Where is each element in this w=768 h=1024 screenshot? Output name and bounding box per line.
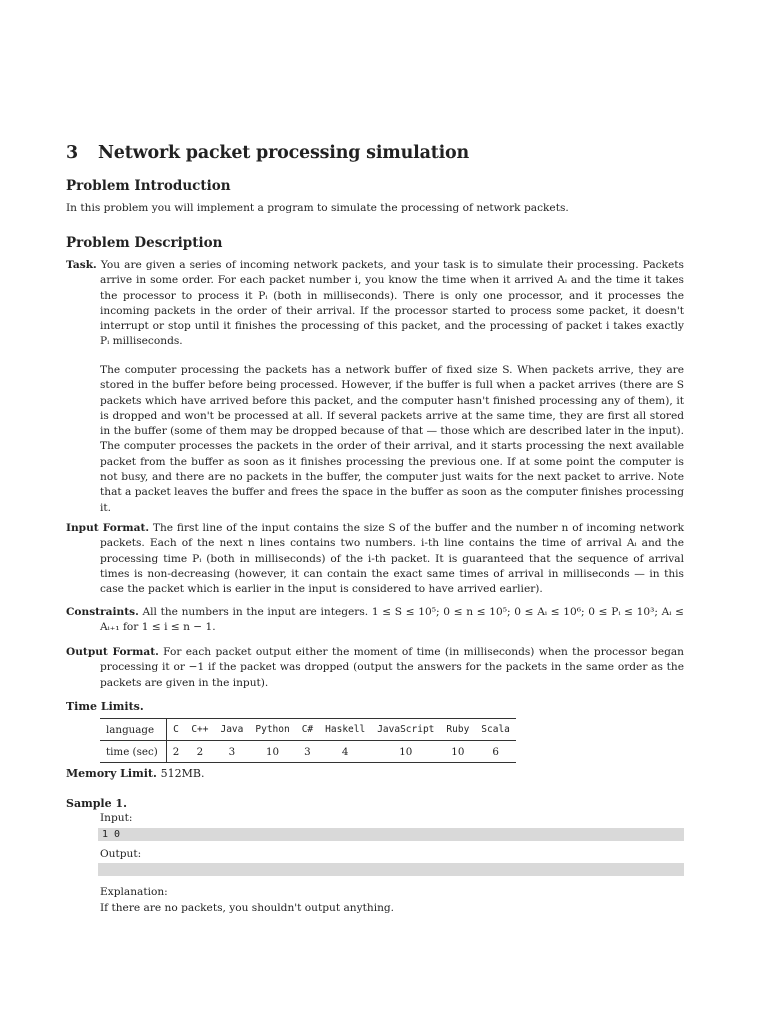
time-cell: 2: [172, 745, 180, 758]
task-label: Task.: [66, 259, 97, 271]
table-row-label: time (sec): [100, 741, 166, 763]
time-cell: 3: [228, 745, 236, 758]
constraints-label: Constraints.: [66, 606, 139, 618]
language-cell: Ruby: [440, 719, 475, 741]
sample-output-label: Output:: [100, 848, 142, 860]
language-cell: C++: [185, 719, 214, 741]
section-number: 3: [66, 143, 78, 163]
time-cell: 10: [399, 745, 413, 758]
language-cell: Haskell: [319, 719, 371, 741]
time-cell: 6: [492, 745, 499, 758]
language-cell: C#: [296, 719, 319, 741]
time-cell: 4: [341, 745, 349, 758]
buffer-paragraph: The computer processing the packets has a network buffer of fixed size S. When packets arrive, they are stored in the buffer before being processed. However, if the buffer is full when a packet arrives (there are S packets which have arrived before this packet, and the computer hasn't finished processing any of them), it is dropped and won't be processed at all. If several packets arrive at the same time, they are first all stored in the buffer (some of them may be dropped because of that — those which are described later in the input). The computer processes the packets in the order of their arrival, and it starts processing the next available packet from the buffer as soon as it finishes processing the previous one. If at some point the computer is not busy, and there are no packets in the buffer, the computer just waits for the next packet to arrive. Note that a packet leaves the buffer and frees the space in the buffer as soon as the computer finishes processing it.: [100, 364, 684, 514]
language-cell: Scala: [475, 719, 516, 741]
time-cell: 10: [451, 745, 465, 758]
section-title: [66, 143, 469, 163]
input-format-text: The first line of the input contains the size S of the buffer and the number n of incoming network packets. Each of the next n lines contains two numbers. i-th line contains the time of arrival Aᵢ and the processing time Pᵢ (both in milliseconds) of the i-th packet. It is guaranteed that the sequence of arrival times is non-decreasing (however, it can contain the exact same times of arrival in milliseconds — in this case the packet which is earlier in the input is considered to have arrived earlier).: [100, 522, 685, 596]
table-row: [100, 741, 516, 763]
explanation-text: If there are no packets, you shouldn't output anything.: [100, 902, 395, 914]
task-text: You are given a series of incoming network packets, and your task is to simulate their processing. Packets arrive in some order. For each packet number i, you know the time when it arrived Aᵢ and the time it takes the processor to process it Pᵢ (both in milliseconds). There is only one processor, and it processes the incoming packets in the order of their arrival. If the processor started to process some packet, it doesn't interrupt or stop until it finishes the processing of this packet, and the processing of packet i takes exactly Pᵢ milliseconds.: [100, 259, 684, 348]
table-row: [100, 719, 516, 741]
table-row-label: language: [100, 719, 166, 741]
constraints-paragraph: [66, 605, 684, 636]
language-cell: C: [166, 719, 185, 741]
time-limits-label: Time Limits.: [66, 700, 144, 713]
constraints-text: All the numbers in the input are integers. 1 ≤ S ≤ 10⁵; 0 ≤ n ≤ 10⁵; 0 ≤ Aᵢ ≤ 10⁶; 0 ≤ Pᵢ ≤ 10³; Aᵢ ≤ Aᵢ₊₁ for 1 ≤ i ≤ n − 1.: [100, 606, 684, 634]
time-cell: 2: [196, 745, 204, 758]
time-limits-table: [100, 718, 516, 763]
intro-heading: Problem Introduction: [66, 178, 231, 194]
explanation-label: Explanation:: [100, 886, 168, 898]
time-cell: 3: [304, 745, 311, 758]
memory-limit-line: [66, 767, 205, 780]
language-cell: Python: [249, 719, 295, 741]
intro-text: In this problem you will implement a program to simulate the processing of network packets.: [66, 202, 569, 214]
description-heading: Problem Description: [66, 235, 223, 251]
task-paragraph: [66, 258, 684, 350]
sample-input-box: 1 0: [98, 828, 684, 841]
output-format-text: For each packet output either the moment of time (in milliseconds) when the processor began processing it or −1 if the packet was dropped (output the answers for the packets in the same order as the packets are given in the input).: [100, 646, 685, 689]
sample-output-box: [98, 863, 684, 876]
input-format-label: Input Format.: [66, 522, 150, 534]
time-cell: 10: [265, 745, 280, 758]
output-format-label: Output Format.: [66, 646, 159, 658]
input-format-paragraph: [66, 521, 685, 597]
language-cell: JavaScript: [371, 719, 440, 741]
section-title-text: Network packet processing simulation: [98, 143, 470, 163]
sample-input-label: Input:: [100, 812, 133, 824]
memory-limit-value: 512MB.: [160, 767, 205, 780]
memory-limit-label: Memory Limit.: [66, 767, 157, 780]
sample-label: Sample 1.: [66, 797, 127, 810]
language-cell: Java: [214, 719, 249, 741]
output-format-paragraph: [66, 645, 685, 691]
